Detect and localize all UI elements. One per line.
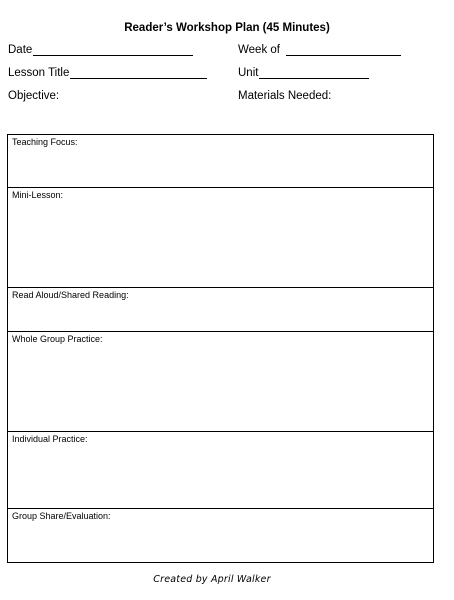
section-individual[interactable] [8, 431, 433, 508]
section-label: Teaching Focus: [12, 137, 78, 147]
footer-credit: Created by April Walker [153, 574, 271, 585]
week-label: Week of [238, 44, 280, 56]
materials-field[interactable] [238, 90, 331, 102]
objective-field[interactable] [8, 90, 59, 102]
section-label: Individual Practice: [12, 434, 88, 444]
date-label: Date [8, 44, 33, 56]
section-label: Group Share/Evaluation: [12, 511, 111, 521]
section-teaching-focus[interactable] [8, 135, 433, 187]
section-group-share[interactable] [8, 508, 433, 562]
section-label: Read Aloud/Shared Reading: [12, 290, 129, 300]
lesson-title-label: Lesson Title [8, 67, 70, 79]
section-mini-lesson[interactable] [8, 187, 433, 287]
lesson-title-field[interactable] [8, 67, 207, 79]
section-label: Mini-Lesson: [12, 190, 64, 200]
objective-label: Objective: [8, 90, 60, 102]
week-field[interactable] [238, 44, 401, 56]
unit-label: Unit [238, 67, 259, 79]
date-field[interactable] [8, 44, 193, 56]
section-label: Whole Group Practice: [12, 334, 103, 344]
lesson-title-line[interactable] [70, 67, 207, 79]
unit-line[interactable] [259, 67, 369, 79]
plan-table [7, 134, 434, 563]
section-read-aloud[interactable] [8, 287, 433, 331]
section-whole-group[interactable] [8, 331, 433, 431]
date-line[interactable] [33, 44, 193, 56]
unit-field[interactable] [238, 67, 369, 79]
page-title: Reader’s Workshop Plan (45 Minutes) [124, 22, 330, 34]
week-line[interactable] [286, 44, 401, 56]
materials-label: Materials Needed: [238, 90, 332, 102]
